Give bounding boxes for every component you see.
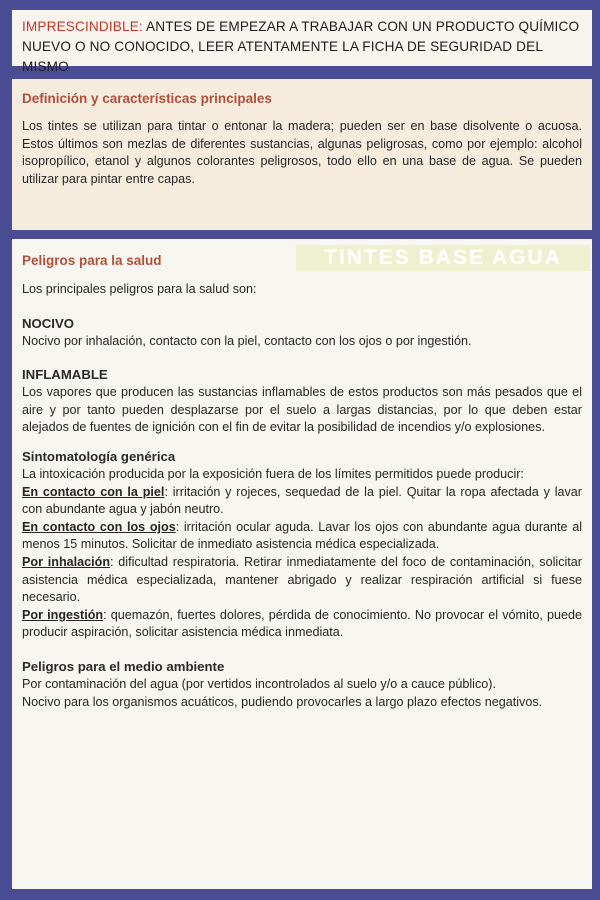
sintoma-piel bbox=[22, 484, 582, 519]
sintoma-ingestion bbox=[22, 607, 582, 642]
piel-label: En contacto con la piel bbox=[22, 484, 165, 499]
warning-box bbox=[12, 10, 592, 74]
inhalacion-text: : dificultad respiratoria. Retirar inmediatamente del foco de contaminación, solicitar asistencia médica especializada, mantener abrigado y realizar respiración artificial si fuese necesario. bbox=[22, 554, 582, 605]
product-banner: TINTES BASE AGUA bbox=[296, 245, 590, 271]
warning-label: IMPRESCINDIBLE: bbox=[22, 19, 143, 34]
ambiente-line2: Nocivo para los organismos acuáticos, pudiendo provocarles a largo plazo efectos negativos. bbox=[22, 694, 543, 709]
definition-section bbox=[12, 79, 592, 230]
sintomatologia-heading: Sintomatología genérica bbox=[22, 448, 176, 464]
inflamable-heading: INFLAMABLE bbox=[22, 367, 108, 383]
sintoma-ojos bbox=[22, 519, 582, 554]
definition-title: Definición y características principales bbox=[22, 91, 272, 106]
nocivo-body: Nocivo por inhalación, contacto con la piel, contacto con los ojos o por ingestión. bbox=[22, 333, 472, 348]
inhalacion-label: Por inhalación bbox=[22, 554, 111, 569]
health-intro: Los principales peligros para la salud son: bbox=[22, 282, 257, 296]
ingestion-label: Por ingestión bbox=[22, 607, 104, 622]
ambiente-heading: Peligros para el medio ambiente bbox=[22, 658, 225, 674]
ojos-label: En contacto con los ojos bbox=[22, 519, 176, 534]
sintomatologia-intro: La intoxicación producida por la exposición fuera de los límites permitidos puede producir: bbox=[22, 466, 524, 481]
ambiente-line1: Por contaminación del agua (por vertidos incontrolados al suelo y/o a cauce público). bbox=[22, 676, 496, 691]
nocivo-heading: NOCIVO bbox=[22, 315, 75, 331]
inflamable-body: Los vapores que producen las sustancias inflamables de estos productos son más pesados que el aire y por tanto pueden desplazarse por el suelo a largas distancias, por lo que deben estar alejados de fuentes de ignición con el fin de evitar la posibilidad de incendios y/o explosiones. bbox=[22, 385, 582, 435]
definition-body: Los tintes se utilizan para tintar o entonar la madera; pueden ser en base disolvente o acuosa. Estos últimos son mezlas de diferentes sustancias, algunas peligrosas, como por ejemplo: alcohol isopropílico, etanol y algunos colorantes peligrosos, todo ello en una base de agua. Se pueden utilizar para pintar entre capas. bbox=[22, 119, 582, 186]
health-title: Peligros para la salud bbox=[22, 253, 162, 268]
piel-text: : irritación y rojeces, sequedad de la piel. Quitar la ropa afectada y lavar con abundante agua y jabón neutro. bbox=[22, 484, 583, 517]
sintoma-inhalacion bbox=[22, 554, 582, 607]
warning-text: ANTES DE EMPEZAR A TRABAJAR CON UN PRODUCTO QUÍMICO NUEVO O NO CONOCIDO, LEER ATENTAMENTE LA FICHA DE SEGURIDAD DEL MISMO bbox=[22, 19, 580, 74]
ingestion-text: : quemazón, fuertes dolores, pérdida de conocimiento. No provocar el vómito, puede producir aspiración, solicitar asistencia médica inmediata. bbox=[22, 607, 582, 640]
health-section bbox=[12, 239, 592, 889]
ojos-text: : irritación ocular aguda. Lavar los ojos con abundante agua durante al menos 15 minutos. Solicitar de inmediato asistencia médica especializada. bbox=[22, 519, 582, 552]
